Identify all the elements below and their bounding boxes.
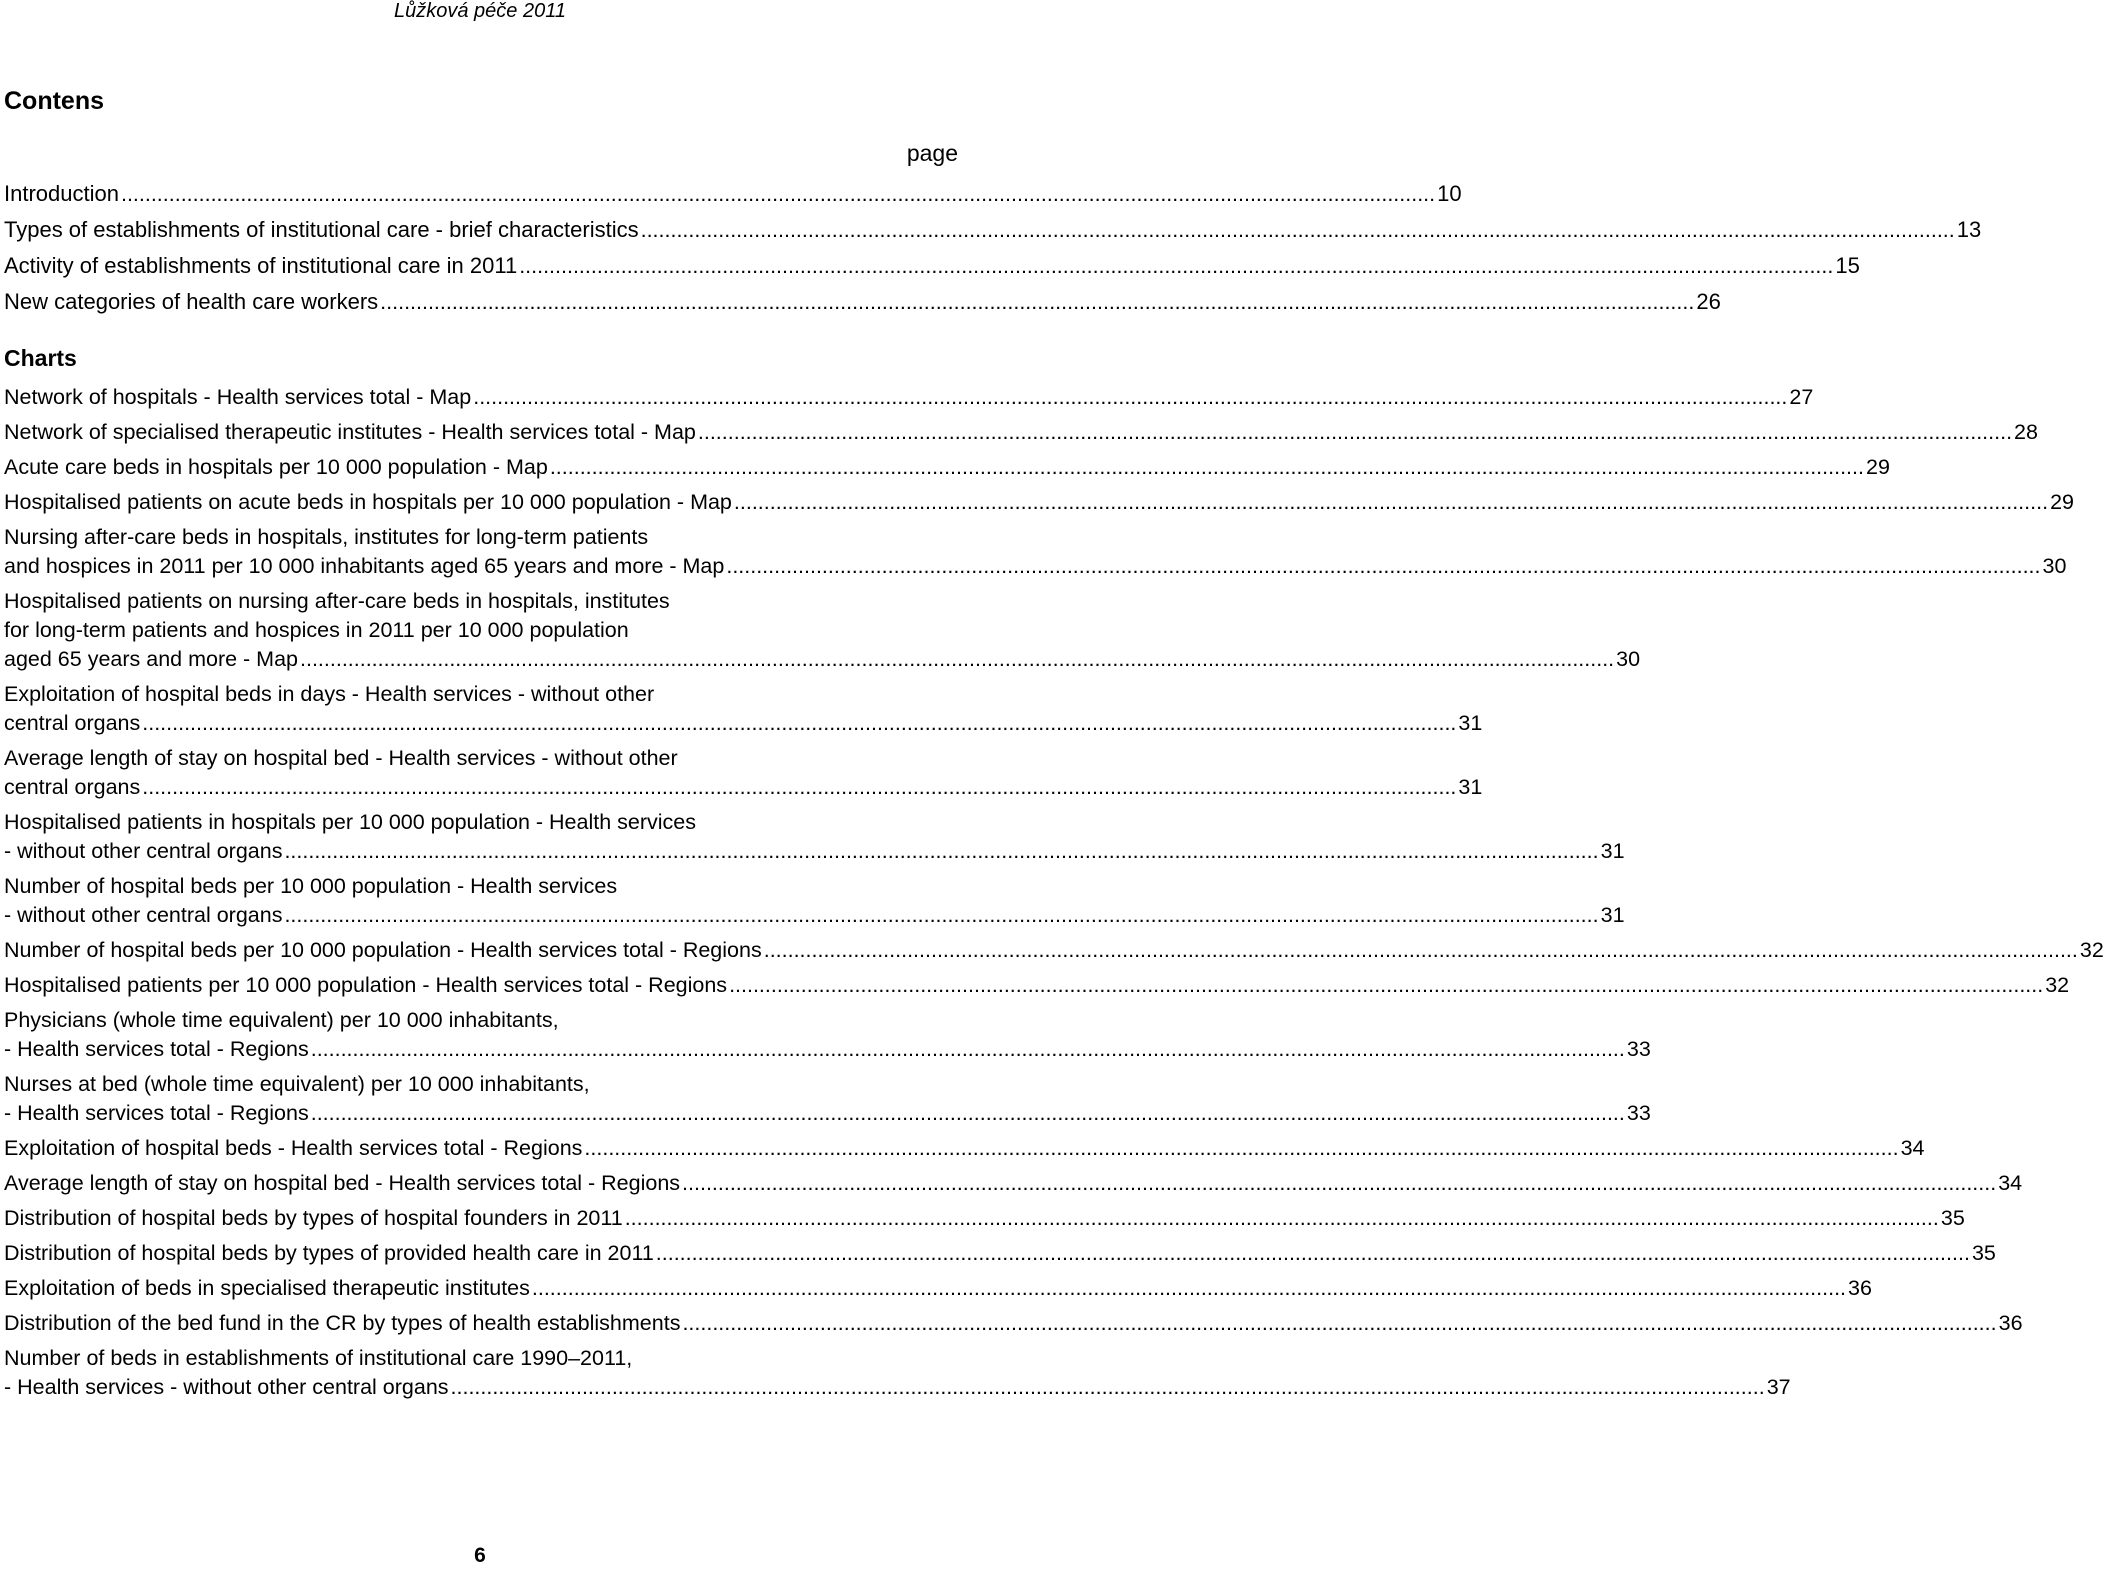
toc-page-number: 31 xyxy=(1600,839,1625,863)
toc-entry-title: Distribution of the bed fund in the CR by types of health establishments xyxy=(4,1311,681,1335)
toc-page-number: 31 xyxy=(1458,711,1483,735)
toc-page-number: 36 xyxy=(1998,1311,2023,1335)
toc-entry[interactable] xyxy=(4,1006,1651,1064)
toc-entry[interactable] xyxy=(4,488,2074,517)
dot-leader: ............................................................................................................................................................................................................................ xyxy=(310,1101,1625,1125)
toc-entry-title: - without other central organs xyxy=(4,903,283,927)
toc-entry-title: - Health services total - Regions xyxy=(4,1037,309,1061)
toc-entry-line xyxy=(4,936,2104,965)
toc-entry[interactable] xyxy=(4,1134,1925,1163)
toc-entry-line xyxy=(4,284,1721,320)
toc-page-number: 36 xyxy=(1848,1276,1872,1300)
dot-leader: ............................................................................................................................................................................................................................ xyxy=(310,1037,1625,1061)
toc-entry[interactable] xyxy=(4,971,2070,1000)
toc-entry-title: central organs xyxy=(4,711,141,735)
toc-entry[interactable] xyxy=(4,587,1641,674)
dot-leader: ............................................................................................................................................................................................................................ xyxy=(726,554,2041,578)
dot-leader: ............................................................................................................................................................................................................................ xyxy=(655,1241,1970,1265)
dot-leader: ............................................................................................................................................................................................................................ xyxy=(473,385,1788,409)
charts-toc-list xyxy=(4,383,2104,1408)
toc-entry-line xyxy=(4,488,2074,517)
toc-entry-line xyxy=(4,1373,1791,1402)
dot-leader: ............................................................................................................................................................................................................................ xyxy=(729,973,2044,997)
dot-leader: ............................................................................................................................................................................................................................ xyxy=(120,182,1436,206)
toc-entry-title: Exploitation of hospital beds in days - Health services - without other xyxy=(4,682,655,706)
toc-entry-title: Hospitalised patients in hospitals per 10 000 population - Health services xyxy=(4,810,696,834)
toc-entry-line xyxy=(4,248,1860,284)
toc-entry-line xyxy=(4,1274,1872,1303)
toc-entry-title: Hospitalised patients per 10 000 population - Health services total - Regions xyxy=(4,973,728,997)
toc-entry-title: New categories of health care workers xyxy=(4,289,379,314)
toc-entry[interactable] xyxy=(4,1309,2023,1338)
dot-leader: ............................................................................................................................................................................................................................ xyxy=(284,839,1599,863)
toc-entry-line xyxy=(4,552,2067,581)
toc-entry[interactable] xyxy=(4,744,1483,802)
toc-entry-line xyxy=(4,1134,1925,1163)
toc-page-number: 35 xyxy=(1971,1241,1996,1265)
toc-entry-line xyxy=(4,971,2070,1000)
toc-entry-title: - without other central organs xyxy=(4,839,283,863)
dot-leader: ............................................................................................................................................................................................................................ xyxy=(584,1136,1899,1160)
dot-leader: ............................................................................................................................................................................................................................ xyxy=(531,1276,1847,1300)
charts-heading: Charts xyxy=(4,345,77,371)
toc-entry-line xyxy=(4,418,2038,447)
toc-page-number: 29 xyxy=(1865,455,1890,479)
toc-entry-title: for long-term patients and hospices in 2011 per 10 000 population xyxy=(4,618,629,642)
toc-page-number: 29 xyxy=(2050,490,2074,514)
toc-entry[interactable] xyxy=(4,680,1483,738)
toc-entry-title: Network of specialised therapeutic institutes - Health services total - Map xyxy=(4,420,696,444)
toc-page-number: 34 xyxy=(1998,1171,2023,1195)
toc-page-number: 13 xyxy=(1956,217,1982,242)
running-header: Lůžková péče 2011 xyxy=(394,0,566,22)
page-number: 6 xyxy=(474,1544,486,1567)
toc-entry-title: - Health services - without other central organs xyxy=(4,1375,449,1399)
toc-page-number: 32 xyxy=(2079,938,2104,962)
toc-entry-line xyxy=(4,901,1625,930)
toc-entry-line xyxy=(4,383,1814,412)
toc-entry-title: Number of hospital beds per 10 000 population - Health services total - Regions xyxy=(4,938,762,962)
toc-entry-line xyxy=(4,1035,1651,1064)
toc-entry-title: Hospitalised patients on acute beds in hospitals per 10 000 population - Map xyxy=(4,490,732,514)
contents-title: Contens xyxy=(4,87,104,115)
toc-entry-line xyxy=(4,453,1890,482)
toc-entry[interactable] xyxy=(4,418,2038,447)
toc-page-number: 33 xyxy=(1626,1037,1651,1061)
toc-entry-title: Acute care beds in hospitals per 10 000 population - Map xyxy=(4,455,548,479)
dot-leader: ............................................................................................................................................................................................................................ xyxy=(763,938,2078,962)
toc-page-number: 34 xyxy=(1900,1136,1925,1160)
dot-leader: ............................................................................................................................................................................................................................ xyxy=(640,218,1955,242)
toc-entry[interactable] xyxy=(4,453,1890,482)
dot-leader: ............................................................................................................................................................................................................................ xyxy=(450,1375,1765,1399)
toc-entry-title: Number of hospital beds per 10 000 population - Health services xyxy=(4,874,618,898)
toc-entry[interactable] xyxy=(4,1204,1965,1233)
dot-leader: ............................................................................................................................................................................................................................ xyxy=(284,903,1599,927)
intro-toc-list xyxy=(4,176,1982,320)
toc-entry-title: Network of hospitals - Health services total - Map xyxy=(4,385,472,409)
toc-entry-title: Distribution of hospital beds by types of hospital founders in 2011 xyxy=(4,1206,623,1230)
toc-entry-title: Physicians (whole time equivalent) per 10 000 inhabitants, xyxy=(4,1008,559,1032)
toc-entry-line xyxy=(4,1309,2023,1338)
toc-page-number: 30 xyxy=(2042,554,2067,578)
dot-leader: ............................................................................................................................................................................................................................ xyxy=(300,647,1615,671)
toc-page-number: 32 xyxy=(2045,973,2070,997)
toc-entry-line xyxy=(4,744,958,773)
toc-entry-line xyxy=(4,1070,958,1099)
toc-page-number: 10 xyxy=(1437,181,1462,206)
toc-entry-line xyxy=(4,616,958,645)
dot-leader: ............................................................................................................................................................................................................................ xyxy=(142,711,1457,735)
toc-entry-line xyxy=(4,523,958,552)
toc-entry[interactable] xyxy=(4,808,1625,866)
dot-leader: ............................................................................................................................................................................................................................ xyxy=(697,420,2013,444)
dot-leader: ............................................................................................................................................................................................................................ xyxy=(733,490,2049,514)
toc-entry-line xyxy=(4,587,958,616)
toc-page-number: 15 xyxy=(1835,253,1860,278)
toc-page-number: 37 xyxy=(1766,1375,1791,1399)
toc-entry-title: central organs xyxy=(4,775,141,799)
toc-entry-line xyxy=(4,1169,2023,1198)
toc-entry-title: Introduction xyxy=(4,181,119,206)
toc-entry[interactable] xyxy=(4,248,1860,284)
toc-entry-line xyxy=(4,645,1641,674)
dot-leader: ............................................................................................................................................................................................................................ xyxy=(142,775,1457,799)
toc-entry-line xyxy=(4,808,958,837)
toc-page-number: 26 xyxy=(1696,289,1721,314)
toc-entry-title: Hospitalised patients on nursing after-care beds in hospitals, institutes xyxy=(4,589,670,613)
toc-entry-line xyxy=(4,212,1982,248)
toc-entry-title: Nurses at bed (whole time equivalent) per 10 000 inhabitants, xyxy=(4,1072,590,1096)
dot-leader: ............................................................................................................................................................................................................................ xyxy=(380,290,1695,314)
toc-entry-line xyxy=(4,1006,958,1035)
toc-entry[interactable] xyxy=(4,936,2104,965)
toc-entry-line xyxy=(4,1239,1996,1268)
toc-entry-title: aged 65 years and more - Map xyxy=(4,647,298,671)
toc-entry-line xyxy=(4,709,1483,738)
dot-leader: ............................................................................................................................................................................................................................ xyxy=(624,1206,1939,1230)
toc-entry-line xyxy=(4,1204,1965,1233)
toc-entry[interactable] xyxy=(4,212,1982,248)
toc-entry-title: Average length of stay on hospital bed - Health services - without other xyxy=(4,746,678,770)
toc-entry-title: Distribution of hospital beds by types of provided health care in 2011 xyxy=(4,1241,654,1265)
toc-entry[interactable] xyxy=(4,1274,1872,1303)
toc-entry-title: Average length of stay on hospital bed - Health services total - Regions xyxy=(4,1171,681,1195)
toc-page-number: 31 xyxy=(1458,775,1483,799)
toc-entry[interactable] xyxy=(4,1344,1791,1402)
toc-page-number: 28 xyxy=(2014,420,2038,444)
toc-entry-line xyxy=(4,1344,958,1373)
toc-entry-title: Activity of establishments of institutional care in 2011 xyxy=(4,253,518,278)
dot-leader: ............................................................................................................................................................................................................................ xyxy=(519,254,1834,278)
toc-entry-line xyxy=(4,837,1625,866)
toc-entry-line xyxy=(4,773,1483,802)
toc-entry[interactable] xyxy=(4,176,1462,212)
dot-leader: ............................................................................................................................................................................................................................ xyxy=(549,455,1864,479)
toc-entry[interactable] xyxy=(4,1070,1651,1128)
toc-entry[interactable] xyxy=(4,284,1721,320)
toc-entry-title: Number of beds in establishments of institutional care 1990–2011, xyxy=(4,1346,633,1370)
toc-entry-title: Exploitation of beds in specialised therapeutic institutes xyxy=(4,1276,530,1300)
toc-entry[interactable] xyxy=(4,1239,1996,1268)
toc-page-number: 27 xyxy=(1789,385,1814,409)
toc-entry-line xyxy=(4,680,958,709)
toc-entry[interactable] xyxy=(4,383,1814,412)
toc-entry-title: Exploitation of hospital beds - Health services total - Regions xyxy=(4,1136,583,1160)
toc-entry-line xyxy=(4,872,958,901)
toc-page-number: 35 xyxy=(1940,1206,1965,1230)
toc-entry[interactable] xyxy=(4,872,1625,930)
toc-entry[interactable] xyxy=(4,523,2067,581)
toc-entry-title: and hospices in 2011 per 10 000 inhabitants aged 65 years and more - Map xyxy=(4,554,725,578)
toc-entry[interactable] xyxy=(4,1169,2023,1198)
toc-entry-line xyxy=(4,1099,1651,1128)
toc-entry-title: Types of establishments of institutional care - brief characteristics xyxy=(4,217,639,242)
page-column-label: page xyxy=(906,140,958,166)
toc-entry-title: Nursing after-care beds in hospitals, institutes for long-term patients xyxy=(4,525,649,549)
toc-entry-title: - Health services total - Regions xyxy=(4,1101,309,1125)
dot-leader: ............................................................................................................................................................................................................................ xyxy=(682,1311,1997,1335)
toc-page-number: 31 xyxy=(1600,903,1625,927)
toc-page-number: 30 xyxy=(1616,647,1641,671)
toc-entry-line xyxy=(4,176,1462,212)
dot-leader: ............................................................................................................................................................................................................................ xyxy=(682,1171,1997,1195)
toc-page-number: 33 xyxy=(1626,1101,1651,1125)
